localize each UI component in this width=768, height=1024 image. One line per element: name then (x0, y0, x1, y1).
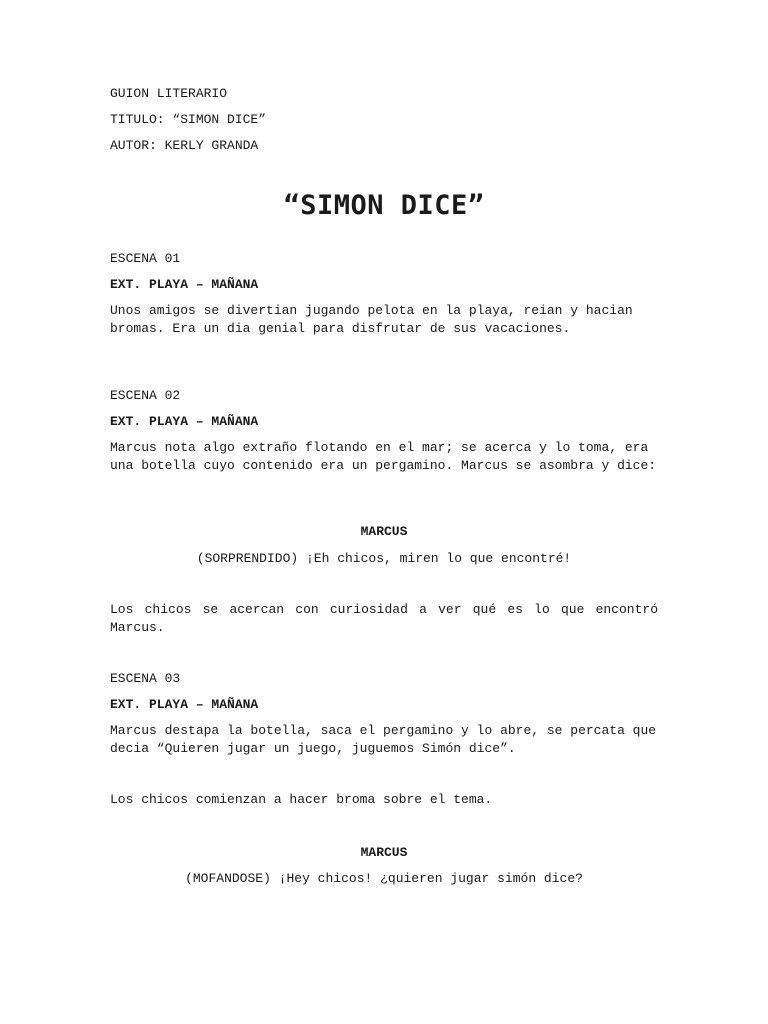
page-title: “SIMON DICE” (283, 190, 485, 221)
scene-3-action-2: Los chicos comienzan a hacer broma sobre el tema. (110, 792, 493, 807)
scene-3-slugline: EXT. PLAYA – MAÑANA (110, 697, 259, 712)
scene-3-character: MARCUS (360, 845, 408, 860)
scene-2-action-2: Los chicos se acercan con curiosidad a ver qué es lo que encontró Marcus. (110, 602, 658, 635)
scene-2-dialogue: (SORPRENDIDO) ¡Eh chicos, miren lo que encontré! (196, 551, 572, 566)
scene-2-action: Marcus nota algo extraño flotando en el mar; se acerca y lo toma, era una botella cuyo contenido era un pergamino. Marcus se asombra y dice: (110, 440, 657, 473)
document-type: GUION LITERARIO (110, 86, 228, 101)
document-title-line: TITULO: “SIMON DICE” (110, 112, 267, 127)
scene-3-dialogue: (MOFANDOSE) ¡Hey chicos! ¿quieren jugar simón dice? (185, 871, 583, 886)
scene-3-action: Marcus destapa la botella, saca el pergamino y lo abre, se percata que decia “Quieren jugar un juego, juguemos Simón dice”. (110, 723, 657, 756)
scene-2-heading: ESCENA 02 (110, 388, 181, 403)
document-author-line: AUTOR: KERLY GRANDA (110, 138, 259, 153)
scene-2-slugline: EXT. PLAYA – MAÑANA (110, 414, 259, 429)
scene-2-character: MARCUS (360, 524, 408, 539)
scene-3-heading: ESCENA 03 (110, 671, 181, 686)
scene-1-action: Unos amigos se divertian jugando pelota en la playa, reian y hacian bromas. Era un dia genial para disfrutar de sus vacaciones. (110, 303, 633, 336)
scene-1-slugline: EXT. PLAYA – MAÑANA (110, 277, 259, 292)
scene-1-heading: ESCENA 01 (110, 251, 181, 266)
